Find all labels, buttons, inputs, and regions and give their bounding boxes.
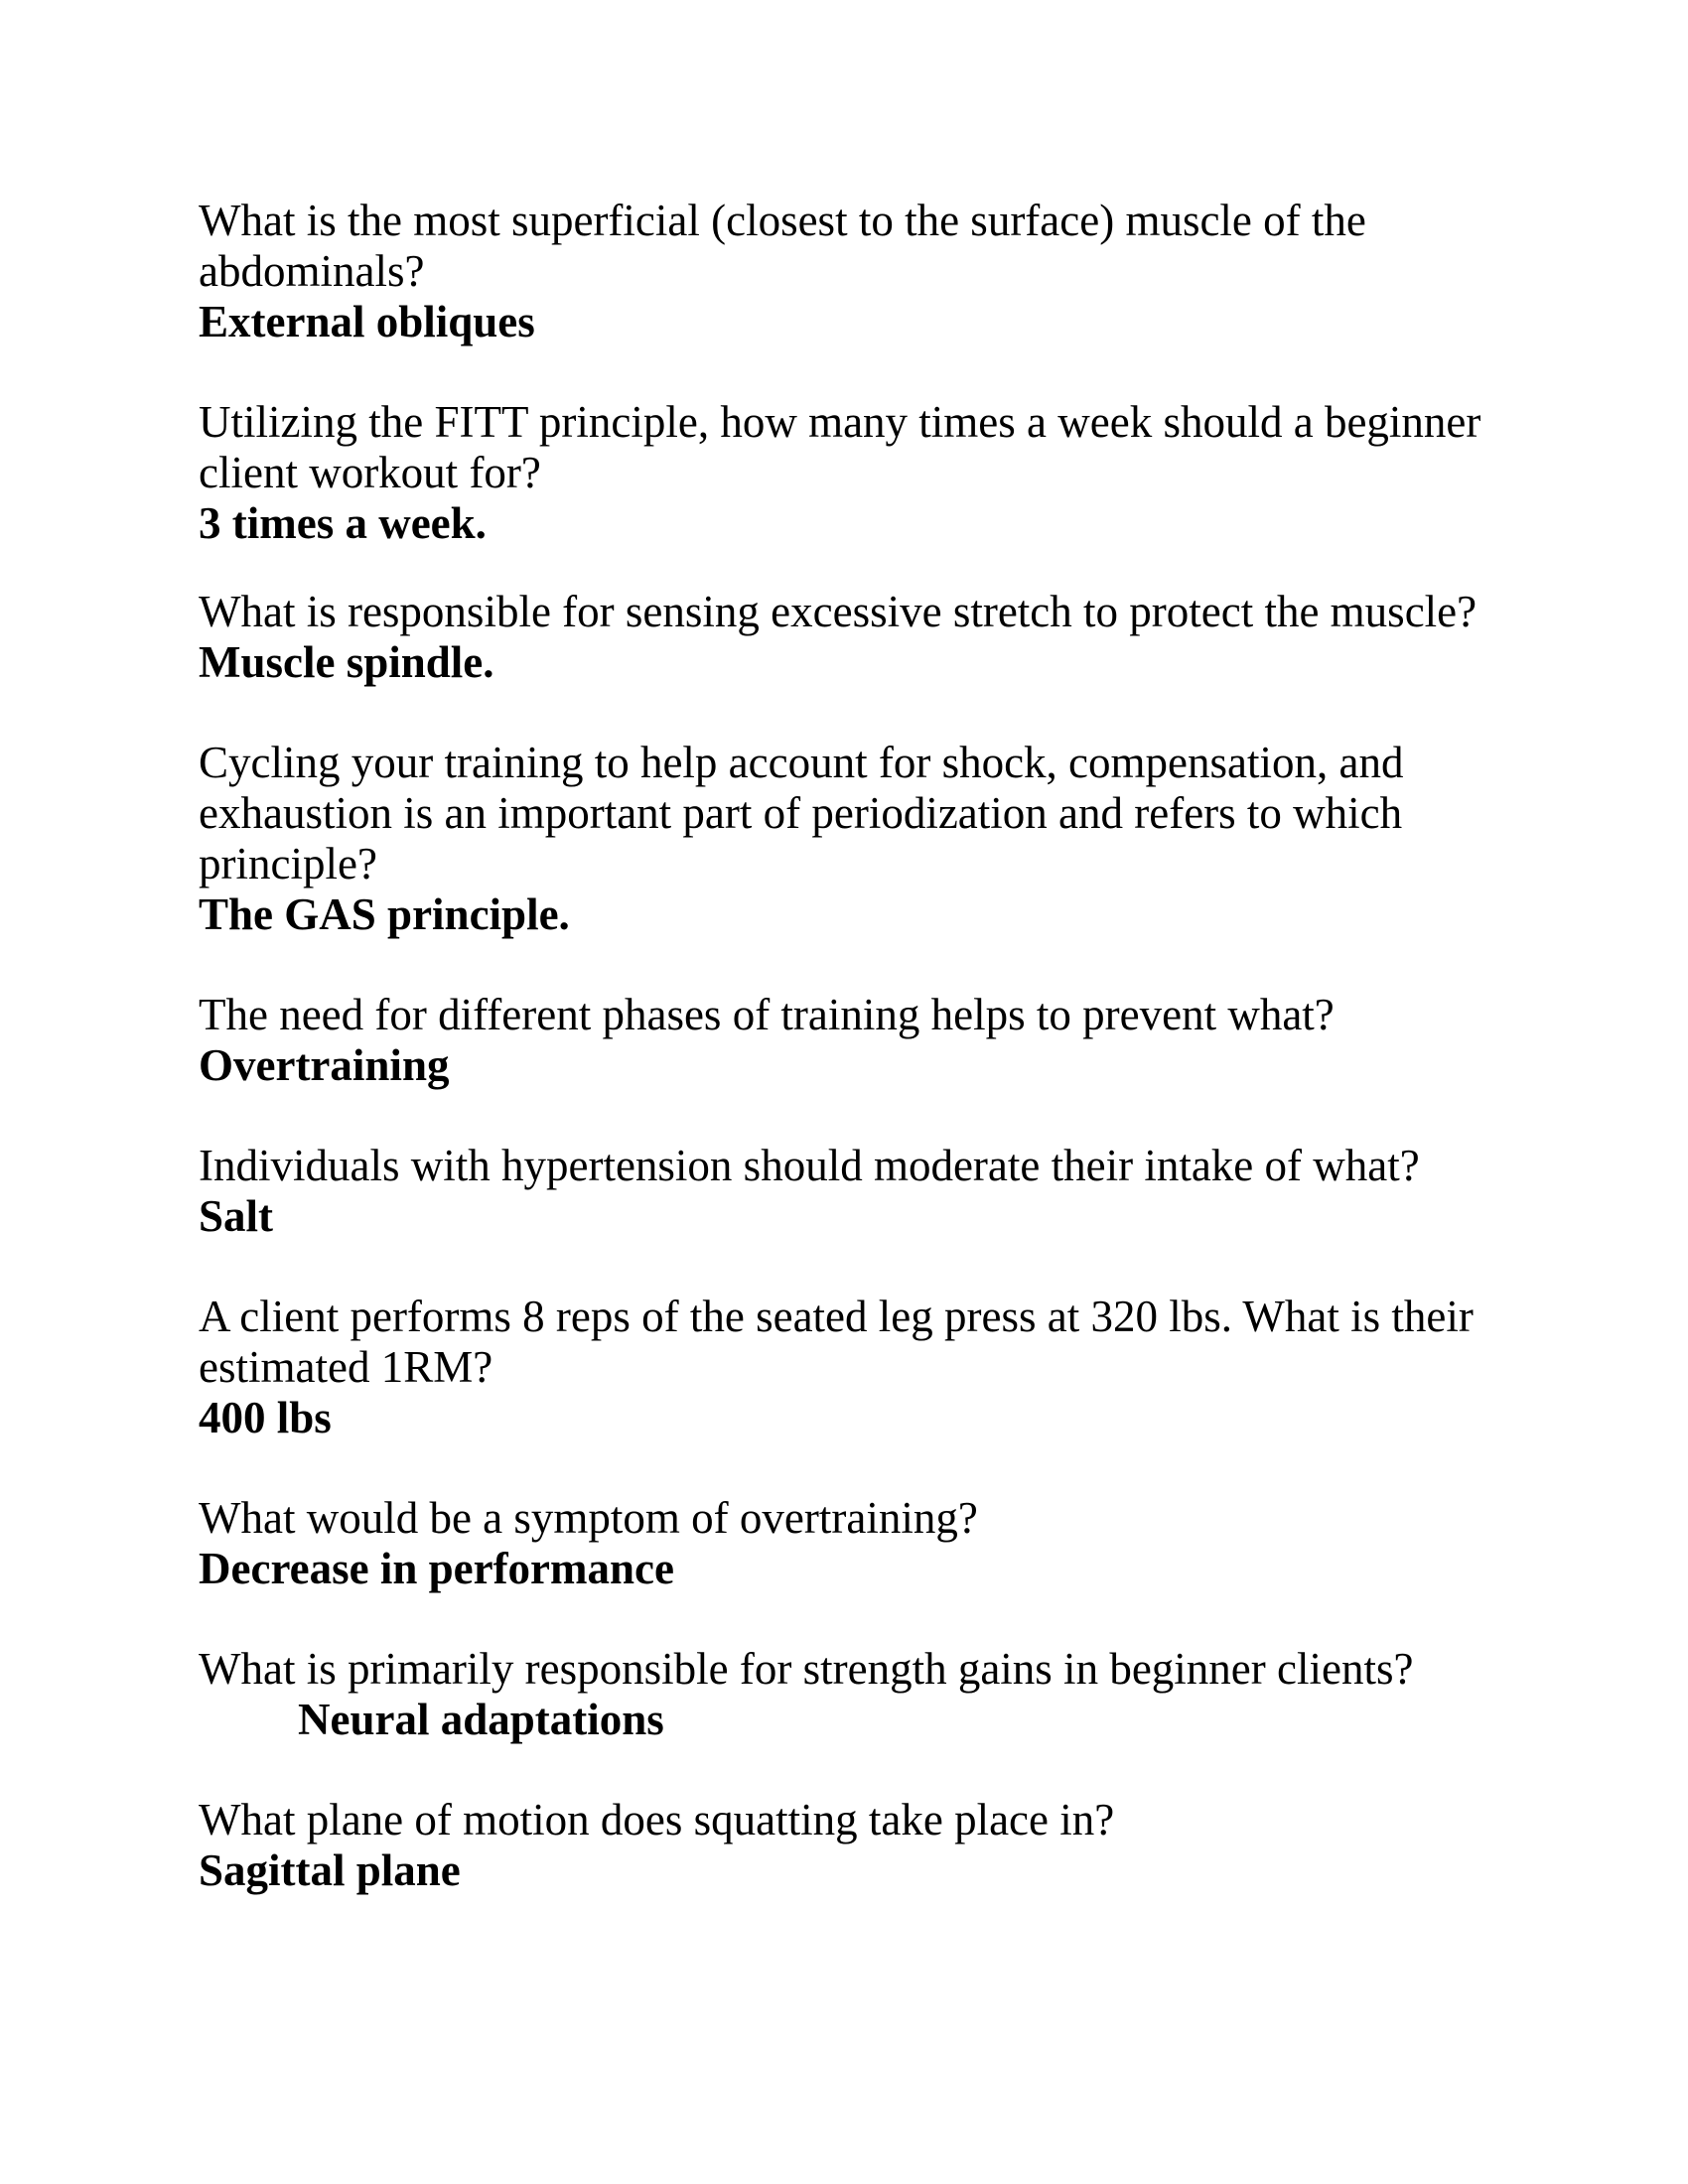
qa-item-1 (199, 196, 1489, 347)
question-line: estimated 1RM? (199, 1342, 493, 1392)
answer: The GAS principle. (199, 889, 570, 939)
answer: Decrease in performance (199, 1544, 674, 1593)
qa-item-9 (199, 1644, 1489, 1745)
question-line: What is primarily responsible for strength gains in beginner clients? (199, 1644, 1414, 1694)
answer: Overtraining (199, 1040, 450, 1090)
qa-item-3 (199, 587, 1489, 688)
question-line: Cycling your training to help account for shock, compensation, and (199, 738, 1404, 787)
question-line: Utilizing the FITT principle, how many times a week should a beginner (199, 397, 1481, 447)
qa-item-6 (199, 1141, 1489, 1242)
qa-item-7 (199, 1292, 1489, 1443)
qa-item-4 (199, 738, 1489, 940)
qa-item-10 (199, 1795, 1489, 1896)
qa-list (199, 196, 1489, 1896)
question-line: client workout for? (199, 448, 541, 497)
question-line: What would be a symptom of overtraining? (199, 1493, 978, 1543)
qa-item-2 (199, 397, 1489, 549)
question-line: principle? (199, 839, 377, 888)
question-line: What is responsible for sensing excessive stretch to protect the muscle? (199, 587, 1477, 636)
answer: 3 times a week. (199, 498, 487, 548)
answer: Salt (199, 1191, 274, 1241)
answer: External obliques (199, 297, 535, 346)
question-line: What plane of motion does squatting take place in? (199, 1795, 1115, 1844)
answer: Muscle spindle. (199, 637, 494, 687)
question-line: The need for different phases of training helps to prevent what? (199, 990, 1335, 1039)
question-line: Individuals with hypertension should moderate their intake of what? (199, 1141, 1420, 1190)
answer: Sagittal plane (199, 1845, 461, 1895)
question-line: abdominals? (199, 246, 425, 296)
question-line: A client performs 8 reps of the seated leg press at 320 lbs. What is their (199, 1292, 1474, 1341)
answer: 400 lbs (199, 1393, 332, 1442)
answer: Neural adaptations (298, 1695, 664, 1744)
question-line: exhaustion is an important part of periodization and refers to which (199, 788, 1403, 838)
qa-item-5 (199, 990, 1489, 1091)
question-line: What is the most superficial (closest to the surface) muscle of the (199, 196, 1366, 245)
qa-item-8 (199, 1493, 1489, 1594)
